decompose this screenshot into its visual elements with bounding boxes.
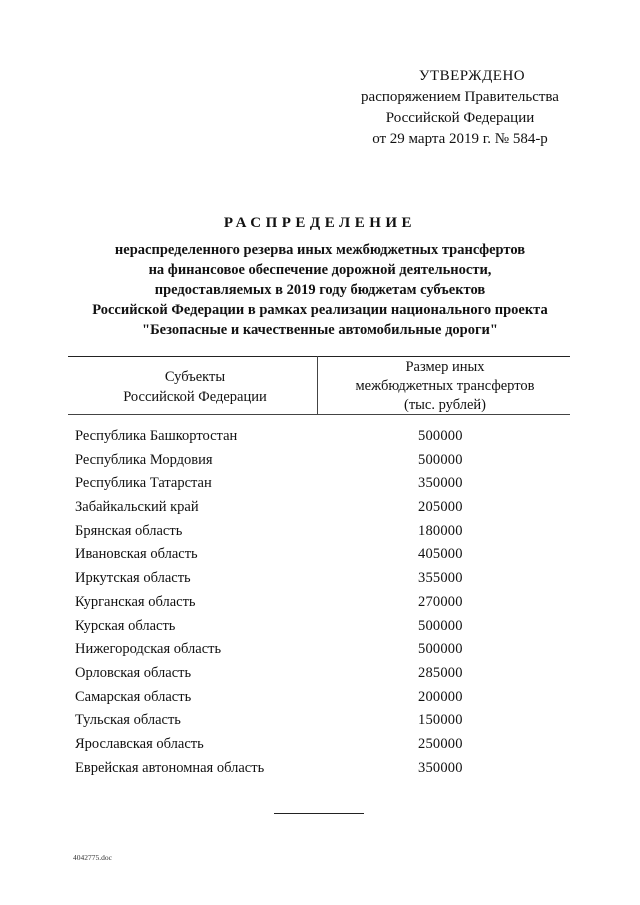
table-row	[0, 568, 640, 592]
approval-line: распоряжением Правительства	[361, 89, 559, 105]
table-row	[0, 473, 640, 497]
table-row	[0, 639, 640, 663]
table-row	[0, 734, 640, 758]
region-name: Брянская область	[75, 522, 183, 539]
region-name: Курская область	[75, 617, 176, 634]
table-row	[0, 663, 640, 687]
region-name: Самарская область	[75, 688, 192, 705]
transfer-amount: 200000	[418, 688, 463, 705]
document-heading: РАСПРЕДЕЛЕНИЕ	[223, 215, 417, 231]
region-name: Орловская область	[75, 664, 192, 681]
table-row	[0, 497, 640, 521]
transfer-amount: 250000	[418, 735, 463, 752]
region-name: Ивановская область	[75, 546, 198, 563]
transfer-amount: 285000	[418, 664, 463, 681]
transfer-amount: 500000	[418, 617, 463, 634]
transfer-amount: 405000	[418, 546, 463, 563]
transfer-amount: 500000	[418, 641, 463, 658]
transfer-amount: 205000	[418, 499, 463, 516]
column-header-amount	[325, 358, 565, 415]
table-column-divider	[317, 356, 318, 414]
table-row	[0, 616, 640, 640]
column-header-line: Размер иных	[405, 359, 485, 375]
transfer-amount: 500000	[418, 428, 463, 444]
subtitle-line: нераспределенного резерва иных межбюджетных трансфертов	[114, 242, 526, 258]
footer-file-name: 4042775.doc	[73, 853, 112, 862]
transfer-amount: 500000	[418, 451, 463, 468]
table-row	[0, 758, 640, 782]
table-top-divider	[68, 356, 570, 357]
transfer-amount: 180000	[418, 522, 463, 539]
subtitle-line: Российской Федерации в рамках реализации национального проекта	[92, 302, 548, 318]
transfer-amount: 270000	[418, 593, 463, 610]
table-row	[0, 450, 640, 474]
region-name: Забайкальский край	[75, 499, 199, 516]
region-name: Тульская область	[75, 712, 181, 729]
table-row	[0, 544, 640, 568]
table-row	[0, 687, 640, 711]
table-row	[0, 592, 640, 616]
region-name: Ярославская область	[75, 735, 204, 752]
transfer-amount: 350000	[418, 475, 463, 492]
region-name: Курганская область	[75, 593, 196, 610]
region-name: Республика Башкортостан	[75, 428, 238, 444]
transfer-amount: 355000	[418, 570, 463, 587]
table-row	[0, 426, 640, 450]
column-header-line: межбюджетных трансфертов	[355, 378, 535, 394]
region-name: Республика Мордовия	[75, 451, 213, 468]
approval-line: от 29 марта 2019 г. № 584-р	[372, 131, 548, 147]
region-name: Нижегородская область	[75, 641, 222, 658]
table-row	[0, 521, 640, 545]
region-name: Иркутская область	[75, 570, 191, 587]
subtitle-line: на финансовое обеспечение дорожной деятельности,	[148, 262, 492, 278]
table-row	[0, 710, 640, 734]
approval-line: Российской Федерации	[385, 110, 535, 126]
region-name: Республика Татарстан	[75, 475, 212, 492]
subtitle-line: предоставляемых в 2019 году бюджетам субъектов	[154, 282, 486, 298]
transfer-amount: 150000	[418, 712, 463, 729]
column-header-line: Российской Федерации	[123, 389, 267, 405]
document-subtitle	[40, 240, 600, 340]
transfer-amount: 350000	[418, 759, 463, 776]
approval-title: УТВЕРЖДЕНО	[418, 68, 526, 84]
table-body	[0, 426, 640, 781]
column-header-line: (тыс. рублей)	[404, 397, 486, 413]
region-name: Еврейская автономная область	[75, 759, 265, 776]
column-header-subjects	[80, 367, 310, 407]
approval-block	[330, 66, 590, 150]
end-of-document-rule	[274, 813, 364, 814]
column-header-line: Субъекты	[164, 369, 226, 385]
subtitle-line: "Безопасные и качественные автомобильные дороги"	[142, 322, 498, 338]
